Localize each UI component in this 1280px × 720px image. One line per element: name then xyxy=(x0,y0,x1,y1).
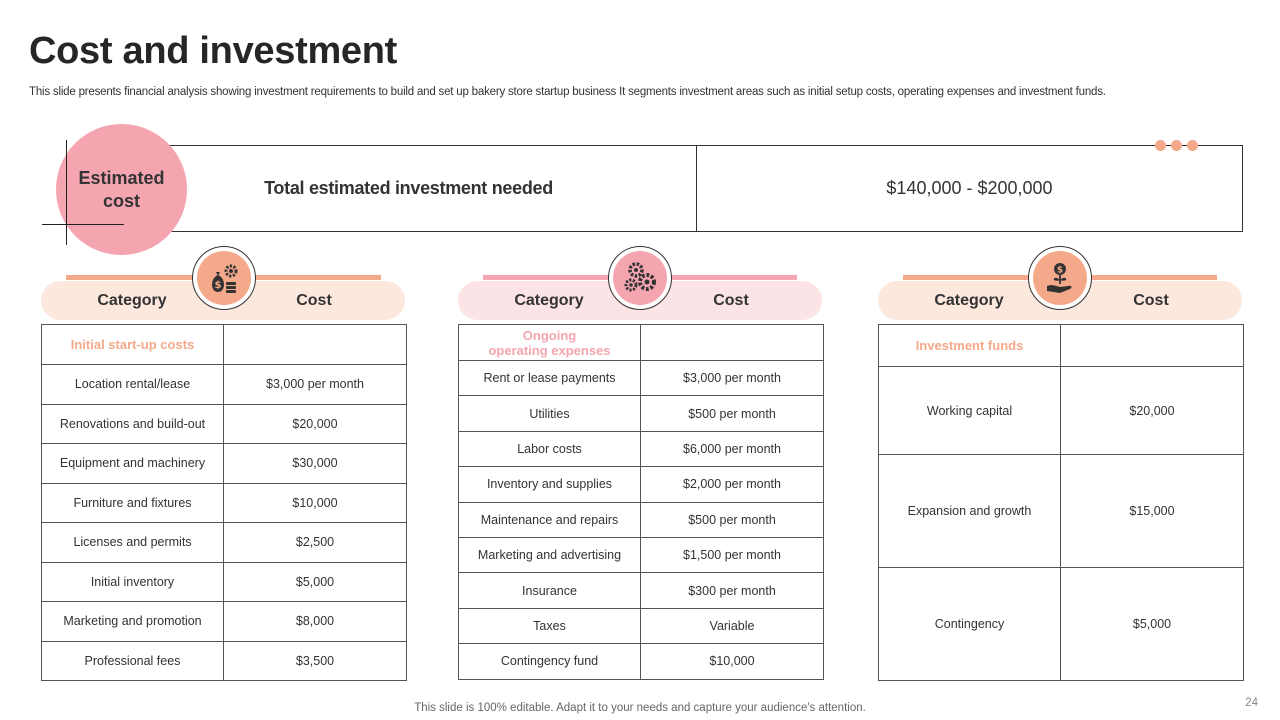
table-row xyxy=(42,562,407,602)
cost-cell: $500 per month xyxy=(641,502,824,537)
dot-2 xyxy=(1171,140,1182,151)
table-row xyxy=(42,365,407,405)
category-cell: Marketing and advertising xyxy=(459,537,641,572)
table-row xyxy=(459,396,824,431)
cost-cell: $3,000 per month xyxy=(224,365,407,405)
cost-cell: $20,000 xyxy=(224,404,407,444)
section-title xyxy=(459,325,641,361)
category-cell: Working capital xyxy=(879,367,1061,455)
svg-text:$: $ xyxy=(1056,265,1064,276)
cost-cell: $8,000 xyxy=(224,602,407,642)
section-title: Investment funds xyxy=(879,325,1061,367)
cost-cell: $10,000 xyxy=(641,644,824,679)
cost-cell: $20,000 xyxy=(1061,367,1244,455)
category-cell: Inventory and supplies xyxy=(459,467,641,502)
hand-dollar-plant-icon xyxy=(1033,251,1087,305)
page-number: 24 xyxy=(1245,697,1258,709)
summary-value: $140,000 - $200,000 xyxy=(886,178,1053,198)
cost-cell: $30,000 xyxy=(224,444,407,484)
category-cell: Licenses and permits xyxy=(42,523,224,563)
category-cell: Furniture and fixtures xyxy=(42,483,224,523)
cost-cell: $15,000 xyxy=(1061,455,1244,568)
category-cell: Insurance xyxy=(459,573,641,608)
slide-title: Cost and investment xyxy=(29,30,398,72)
category-cell: Contingency fund xyxy=(459,644,641,679)
dot-1 xyxy=(1155,140,1166,151)
table-row xyxy=(459,644,824,679)
table-row xyxy=(459,431,824,466)
icon-ring-3 xyxy=(1028,246,1092,310)
category-cell: Equipment and machinery xyxy=(42,444,224,484)
table-row xyxy=(42,602,407,642)
category-cell: Maintenance and repairs xyxy=(459,502,641,537)
table-row xyxy=(42,444,407,484)
table-section-row xyxy=(459,325,824,361)
category-cell: Contingency xyxy=(879,568,1061,681)
empty-cell xyxy=(1061,325,1244,367)
category-cell: Utilities xyxy=(459,396,641,431)
dot-3 xyxy=(1187,140,1198,151)
cost-cell: $3,500 xyxy=(224,641,407,681)
table-row xyxy=(42,404,407,444)
table-row xyxy=(42,523,407,563)
category-cell: Initial inventory xyxy=(42,562,224,602)
table-row xyxy=(459,467,824,502)
category-header: Category xyxy=(97,291,167,309)
table-row xyxy=(459,608,824,643)
category-cell: Taxes xyxy=(459,608,641,643)
money-bag-gears-icon xyxy=(197,251,251,305)
icon-ring-2 xyxy=(608,246,672,310)
gears-icon xyxy=(613,251,667,305)
cost-cell: $2,000 per month xyxy=(641,467,824,502)
slide-footer: This slide is 100% editable. Adapt it to your needs and capture your audience's attention. xyxy=(414,702,866,714)
crosshair-vertical-line xyxy=(66,140,67,245)
table-row xyxy=(459,361,824,396)
table-row xyxy=(879,568,1244,681)
cost-cell: $3,000 per month xyxy=(641,361,824,396)
table-section-row xyxy=(879,325,1244,367)
cost-cell: $500 per month xyxy=(641,396,824,431)
table-row xyxy=(42,483,407,523)
category-cell: Labor costs xyxy=(459,431,641,466)
estimated-cost-line1: Estimated xyxy=(78,167,165,188)
category-header: Category xyxy=(514,291,584,309)
cost-cell: $10,000 xyxy=(224,483,407,523)
cost-cell: $5,000 xyxy=(1061,568,1244,681)
table-row xyxy=(879,367,1244,455)
summary-banner xyxy=(120,145,1243,232)
icon-ring-1 xyxy=(192,246,256,310)
initial-startup-costs-table xyxy=(41,324,407,681)
cost-cell: Variable xyxy=(641,608,824,643)
slide-subtitle: This slide presents financial analysis showing investment requirements to build and set up bakery store startup business It segments investment areas such as initial setup costs, operating expenses and investment funds. xyxy=(29,86,1106,98)
table-row xyxy=(42,641,407,681)
category-cell: Marketing and promotion xyxy=(42,602,224,642)
svg-text:$: $ xyxy=(214,280,222,291)
cost-cell: $6,000 per month xyxy=(641,431,824,466)
table-row xyxy=(459,573,824,608)
operating-expenses-table xyxy=(458,324,824,680)
category-cell: Renovations and build-out xyxy=(42,404,224,444)
category-cell: Rent or lease payments xyxy=(459,361,641,396)
cost-cell: $5,000 xyxy=(224,562,407,602)
section-title-line2: operating expenses xyxy=(488,342,611,358)
table-row xyxy=(879,455,1244,568)
summary-label: Total estimated investment needed xyxy=(121,146,697,231)
cost-cell: $2,500 xyxy=(224,523,407,563)
cost-header: Cost xyxy=(296,291,332,309)
empty-cell xyxy=(641,325,824,361)
category-cell: Professional fees xyxy=(42,641,224,681)
cost-cell: $300 per month xyxy=(641,573,824,608)
category-cell: Expansion and growth xyxy=(879,455,1061,568)
estimated-cost-line2: cost xyxy=(102,190,140,211)
crosshair-horizontal-line xyxy=(42,224,124,225)
section-title-line1: Ongoing xyxy=(522,327,577,343)
empty-cell xyxy=(224,325,407,365)
table-row xyxy=(459,502,824,537)
category-cell: Location rental/lease xyxy=(42,365,224,405)
table-section-row xyxy=(42,325,407,365)
investment-funds-table xyxy=(878,324,1244,681)
estimated-cost-circle xyxy=(56,124,187,255)
cost-header: Cost xyxy=(1133,291,1169,309)
section-title: Initial start-up costs xyxy=(42,325,224,365)
table-row xyxy=(459,537,824,572)
cost-cell: $1,500 per month xyxy=(641,537,824,572)
decorative-dots xyxy=(1155,140,1198,151)
cost-header: Cost xyxy=(713,291,749,309)
category-header: Category xyxy=(934,291,1004,309)
